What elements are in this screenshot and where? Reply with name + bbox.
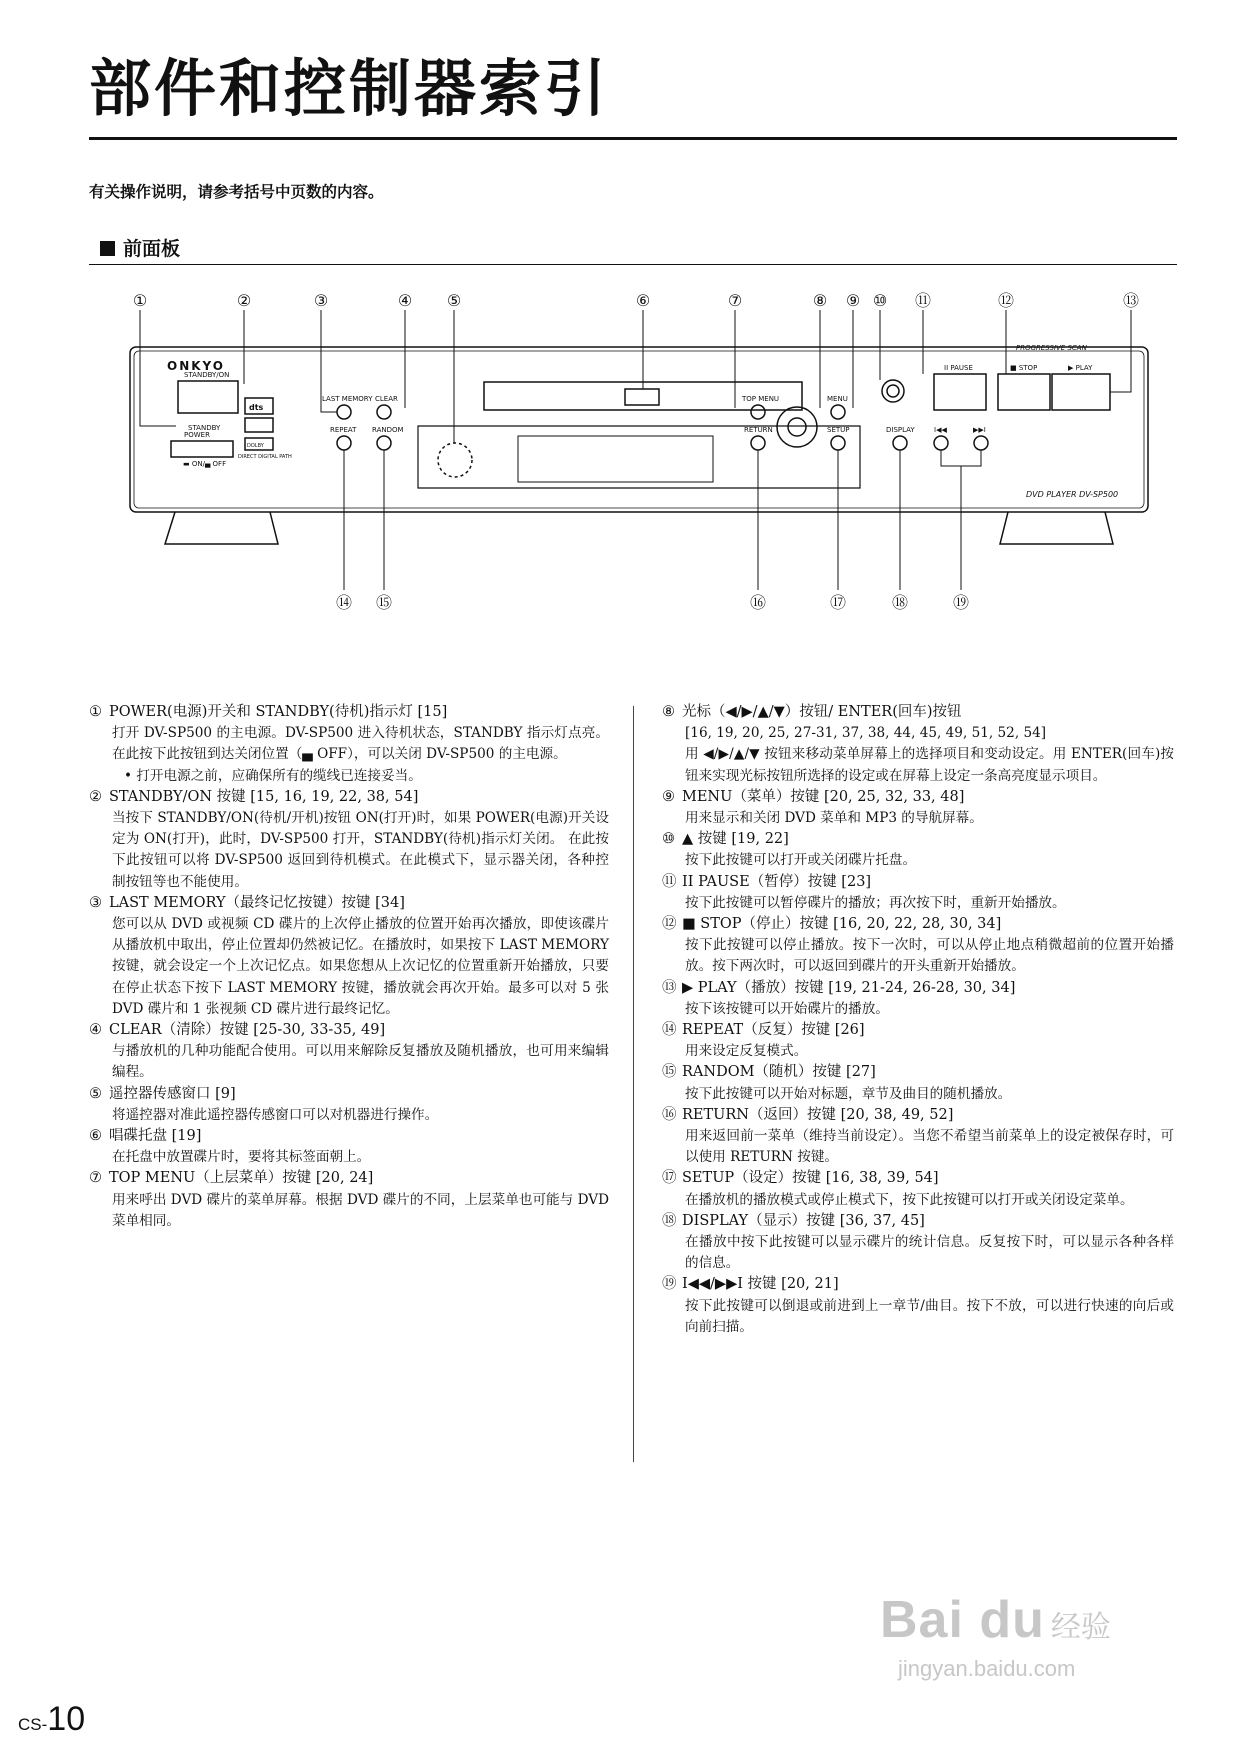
left-column (89, 702, 609, 1232)
entry-title: 唱碟托盘 [19] (109, 1128, 202, 1145)
standby-led-label: STANDBY (188, 424, 221, 432)
entry-num: ⑬ (662, 979, 677, 996)
progressive-label: PROGRESSIVE SCAN (1016, 344, 1087, 352)
callout-10: ⑩ (872, 291, 888, 310)
front-panel-svg (0, 290, 1240, 630)
power-switch-label: ▬ ON/▄ OFF (183, 460, 227, 468)
intro-text: 有关操作说明，请参考括号中页数的内容。 (89, 183, 384, 201)
callout-9: ⑨ (845, 291, 861, 310)
front-panel-diagram (0, 290, 1240, 634)
entry-title: REPEAT（反复）按键 [26] (682, 1022, 865, 1039)
entry-head (89, 1126, 609, 1147)
entry-body: 按下此按键可以停止播放。按下一次时，可以从停止地点稍微超前的位置开始播放。按下两次时，可以返回到碟片的开头重新开始播放。 (685, 937, 1174, 975)
entry-title: POWER(电源)开关和 STANDBY(待机)指示灯 [15] (109, 704, 448, 720)
entry-num: ⑮ (662, 1064, 677, 1081)
entry-num: ② (89, 788, 102, 805)
entry-body: 按下此按键可以倒退或前进到上一章节/曲目。按下不放，可以进行快速的向后或向前扫描。 (685, 1297, 1174, 1335)
callout-7: ⑦ (727, 291, 743, 310)
entry-head (662, 1274, 1174, 1295)
section-rule (89, 264, 1177, 265)
watermark-logo (880, 1590, 1111, 1682)
entry-head (662, 1062, 1174, 1083)
return-label: RETURN (744, 426, 773, 434)
entry-15 (662, 1062, 1174, 1104)
entry-num: ⑨ (662, 788, 675, 805)
entry-head (89, 702, 609, 723)
entry-head (89, 1168, 609, 1189)
skip-fwd-button (974, 436, 988, 450)
last-memory-button (337, 405, 351, 419)
entry-body: 在托盘中放置碟片时，要将其标签面朝上。 (112, 1149, 371, 1166)
entry-title: II PAUSE（暂停）按键 [23] (682, 873, 872, 890)
repeat-button (337, 436, 351, 450)
entry-3 (89, 893, 609, 1020)
entry-19 (662, 1274, 1174, 1338)
setup-label: SETUP (827, 426, 850, 434)
enter-button (788, 418, 806, 436)
skip-back-button (934, 436, 948, 450)
callout-2: ② (236, 291, 252, 310)
entry-title: LAST MEMORY（最终记忆按键）按键 [34] (109, 894, 405, 911)
entry-13 (662, 978, 1174, 1020)
callout-8: ⑧ (812, 291, 828, 310)
right-column (662, 702, 1174, 1338)
pause-label: II PAUSE (944, 364, 973, 372)
entry-18 (662, 1211, 1174, 1275)
eject-button (882, 380, 904, 402)
entry-8 (662, 702, 1174, 787)
right-foot (1000, 512, 1113, 544)
entry-1 (89, 702, 609, 787)
model-label: DVD PLAYER DV-SP500 (1026, 490, 1119, 499)
entry-6 (89, 1126, 609, 1168)
entry-head (662, 1211, 1174, 1232)
remote-sensor (438, 443, 472, 477)
clear-button (377, 405, 391, 419)
entry-num: ⑫ (662, 916, 677, 933)
left-foot (165, 512, 278, 544)
entry-num: ⑩ (662, 831, 675, 848)
entry-num: ⑰ (662, 1170, 677, 1187)
entry-head (662, 829, 1174, 850)
standby-on-button (178, 381, 238, 413)
dts-label: dts (249, 403, 264, 412)
stop-label: ■ STOP (1010, 364, 1038, 372)
setup-button (831, 436, 845, 450)
entry-body: 用 ◀/▶/▲/▼ 按钮来移动菜单屏幕上的选择项目和变动设定。用 ENTER(回车)按钮来实现光标按钮所选择的设定或在屏幕上设定一条高亮度显示项目。 (685, 746, 1174, 784)
entry-head (662, 787, 1174, 808)
entry-num: ④ (89, 1022, 102, 1039)
page-prefix: CS- (18, 1715, 48, 1734)
callout-1: ① (132, 291, 148, 310)
entry-17 (662, 1168, 1174, 1210)
eject-inner (887, 385, 899, 397)
entry-head (89, 787, 609, 808)
entry-title: SETUP（设定）按键 [16, 38, 39, 54] (682, 1170, 939, 1187)
entry-10 (662, 829, 1174, 871)
callout-18: ⑱ (891, 593, 909, 612)
entry-head (662, 1105, 1174, 1126)
menu-label: MENU (827, 395, 848, 403)
entry-body: 当按下 STANDBY/ON(待机/开机)按钮 ON(打开)时，如果 POWER(电源)开关设定为 ON(打开)，此时，DV-SP500 打开，STANDBY(待机)指示灯关闭。 在此按下此按钮可以将 DV-SP500 返回到待机模式。在此模式下，显示器关闭，各种控制按钮等也不能使用。 (112, 810, 609, 890)
entry-title: I◀◀/▶▶I 按键 [20, 21] (682, 1276, 839, 1293)
entry-body: 您可以从 DVD 或视频 CD 碟片的上次停止播放的位置开始再次播放，即使该碟片从播放机中取出，停止位置却仍然被记忆。在播放时，如果按下 LAST MEMORY 按键，就会设定一个上次记忆点。如果您想从上次记忆的位置重新开始播放，只要在停止状态下按下 LAST MEMORY 按键，播放就会再次开始。最多可以对 5 张 DVD 碟片和 1 张视频 CD 碟片进行最终记忆。 (112, 916, 609, 1017)
entry-9 (662, 787, 1174, 829)
tray-opening (625, 389, 659, 405)
entry-head (662, 978, 1174, 999)
entry-num: ⑭ (662, 1022, 677, 1039)
display-button (893, 436, 907, 450)
standby-on-label: STANDBY/ON (184, 371, 230, 379)
entry-num: ⑥ (89, 1128, 102, 1145)
callout-5: ⑤ (446, 291, 462, 310)
play-button (1052, 374, 1110, 410)
entry-body: 按下此按键可以打开或关闭碟片托盘。 (685, 852, 917, 869)
play-label: ▶ PLAY (1068, 364, 1093, 372)
display-label: DISPLAY (886, 426, 915, 434)
entry-body: 在播放中按下此按键可以显示碟片的统计信息。反复按下时，可以显示各种各样的信息。 (685, 1234, 1174, 1272)
random-label: RANDOM (372, 426, 404, 434)
entry-title: MENU（菜单）按键 [20, 25, 32, 33, 48] (682, 788, 965, 805)
callout-16: ⑯ (749, 593, 767, 612)
entry-head (662, 1168, 1174, 1189)
pause-button (934, 374, 986, 410)
entry-num: ⑯ (662, 1106, 677, 1123)
entry-body: 与播放机的几种功能配合使用。可以用来解除反复播放及随机播放，也可用来编辑编程。 (112, 1043, 609, 1081)
entry-body: 用来设定反复模式。 (685, 1043, 808, 1060)
callout-4: ④ (397, 291, 413, 310)
entry-body: 按下此按键可以开始对标题，章节及曲目的随机播放。 (685, 1085, 1012, 1102)
entry-head (89, 1084, 609, 1105)
entry-title: DISPLAY（显示）按键 [36, 37, 45] (682, 1212, 925, 1229)
entry-head (662, 872, 1174, 893)
last-memory-label: LAST MEMORY (322, 395, 373, 403)
entry-num: ⑪ (662, 873, 677, 890)
entry-num: ① (89, 704, 102, 720)
entry-head (89, 893, 609, 914)
watermark-url: jingyan.baidu.com (898, 1656, 1076, 1681)
entry-body: 在播放机的播放模式或停止模式下，按下此按键可以打开或关闭设定菜单。 (685, 1191, 1134, 1208)
callout-12: ⑫ (997, 291, 1015, 310)
entry-body: 按下此按键可以暂停碟片的播放；再次按下时，重新开始播放。 (685, 894, 1066, 911)
callout-15: ⑮ (375, 593, 393, 612)
callout-19: ⑲ (952, 593, 970, 612)
callout-11: ⑪ (914, 291, 932, 310)
entry-head (662, 914, 1174, 935)
cursor-pad (777, 407, 817, 447)
entry-num: ⑲ (662, 1276, 677, 1293)
top-menu-button (751, 405, 765, 419)
entry-num: ③ (89, 894, 102, 911)
entry-pages: [16, 19, 20, 25, 27-31, 37, 38, 44, 45, 49, 51, 52, 54] (685, 725, 1047, 742)
entry-body: 将遥控器对准此遥控器传感窗口可以对机器进行操作。 (112, 1106, 439, 1123)
entry-num: ⑧ (662, 704, 675, 720)
entry-title: CLEAR（清除）按键 [25-30, 33-35, 49] (109, 1022, 386, 1039)
entry-body: 按下该按键可以开始碟片的播放。 (685, 1000, 889, 1017)
clear-label: CLEAR (375, 395, 398, 403)
entry-16 (662, 1105, 1174, 1169)
skip-back-label: I◀◀ (934, 426, 947, 434)
cd-logo (245, 418, 273, 432)
entry-num: ⑱ (662, 1212, 677, 1229)
skip-fwd-label: ▶▶I (973, 426, 986, 434)
entry-14 (662, 1020, 1174, 1062)
entry-title: STANDBY/ON 按键 [15, 16, 19, 22, 38, 54] (109, 788, 419, 805)
menu-button (831, 405, 845, 419)
entry-head (662, 702, 1174, 723)
watermark-sub: 经验 (1050, 1611, 1111, 1644)
watermark-main: Bai du (880, 1591, 1045, 1649)
entry-11 (662, 872, 1174, 914)
entry-note: • 打开电源之前，应确保所有的缆线已连接妥当。 (124, 767, 422, 784)
entry-body: 打开 DV-SP500 的主电源。DV-SP500 进入待机状态，STANDBY 指示灯点亮。在此按下此按钮到达关闭位置（▄ OFF），可以关闭 DV-SP500 的主电源。 (112, 725, 609, 763)
entry-title: RETURN（返回）按键 [20, 38, 49, 52] (682, 1106, 954, 1123)
power-label: POWER (184, 431, 210, 439)
entry-head (89, 1020, 609, 1041)
entry-12 (662, 914, 1174, 978)
fl-display (518, 436, 713, 482)
return-button (751, 436, 765, 450)
entry-num: ⑦ (89, 1170, 102, 1187)
entry-body: 用来呼出 DVD 碟片的菜单屏幕。根据 DVD 碟片的不同，上层菜单也可能与 DVD 菜单相同。 (112, 1191, 609, 1229)
repeat-label: REPEAT (330, 426, 357, 434)
dolby-label: DOLBY (247, 443, 264, 449)
page-number-value: 10 (47, 1700, 86, 1738)
entry-body: 用来返回前一菜单（维持当前设定）。当您不希望当前菜单上的设定被保存时，可以使用 RETURN 按键。 (685, 1128, 1174, 1166)
entry-title: TOP MENU（上层菜单）按键 [20, 24] (109, 1170, 374, 1187)
section-heading (100, 234, 180, 261)
chassis-inner (134, 351, 1144, 508)
callout-3: ③ (313, 291, 329, 310)
square-bullet-icon (100, 241, 115, 256)
entry-title: ▶ PLAY（播放）按键 [19, 21-24, 26-28, 30, 34] (682, 979, 1016, 996)
entry-title: 光标（◀/▶/▲/▼）按钮/ ENTER(回车)按钮 (682, 704, 962, 720)
entry-4 (89, 1020, 609, 1084)
top-menu-label: TOP MENU (742, 395, 780, 403)
callout-17: ⑰ (829, 593, 847, 612)
callout-6: ⑥ (635, 291, 651, 310)
callout-14: ⑭ (335, 593, 353, 612)
direct-path-label: DIRECT DIGITAL PATH (238, 454, 292, 460)
entry-7 (89, 1168, 609, 1232)
chassis-outline (130, 347, 1148, 512)
callout-13: ⑬ (1122, 291, 1140, 310)
random-button (377, 436, 391, 450)
page-number (18, 1700, 85, 1739)
entry-title: ■ STOP（停止）按键 [16, 20, 22, 28, 30, 34] (682, 916, 1002, 933)
brand-logo: ONKYO (167, 359, 226, 373)
entry-head (662, 1020, 1174, 1041)
entry-num: ⑤ (89, 1085, 102, 1102)
entry-title: ▲ 按键 [19, 22] (682, 831, 789, 848)
page-title: 部件和控制器索引 (89, 52, 610, 125)
stop-button (998, 374, 1050, 410)
column-divider (633, 706, 634, 1462)
title-rule (89, 137, 1177, 140)
entry-5 (89, 1084, 609, 1126)
entry-title: RANDOM（随机）按键 [27] (682, 1064, 876, 1081)
section-heading-label: 前面板 (123, 238, 181, 260)
entry-body: 用来显示和关闭 DVD 菜单和 MP3 的导航屏幕。 (685, 810, 983, 827)
entry-2 (89, 787, 609, 893)
power-switch (171, 441, 233, 457)
entry-title: 遥控器传感窗口 [9] (109, 1085, 236, 1102)
callouts (133, 291, 1139, 612)
